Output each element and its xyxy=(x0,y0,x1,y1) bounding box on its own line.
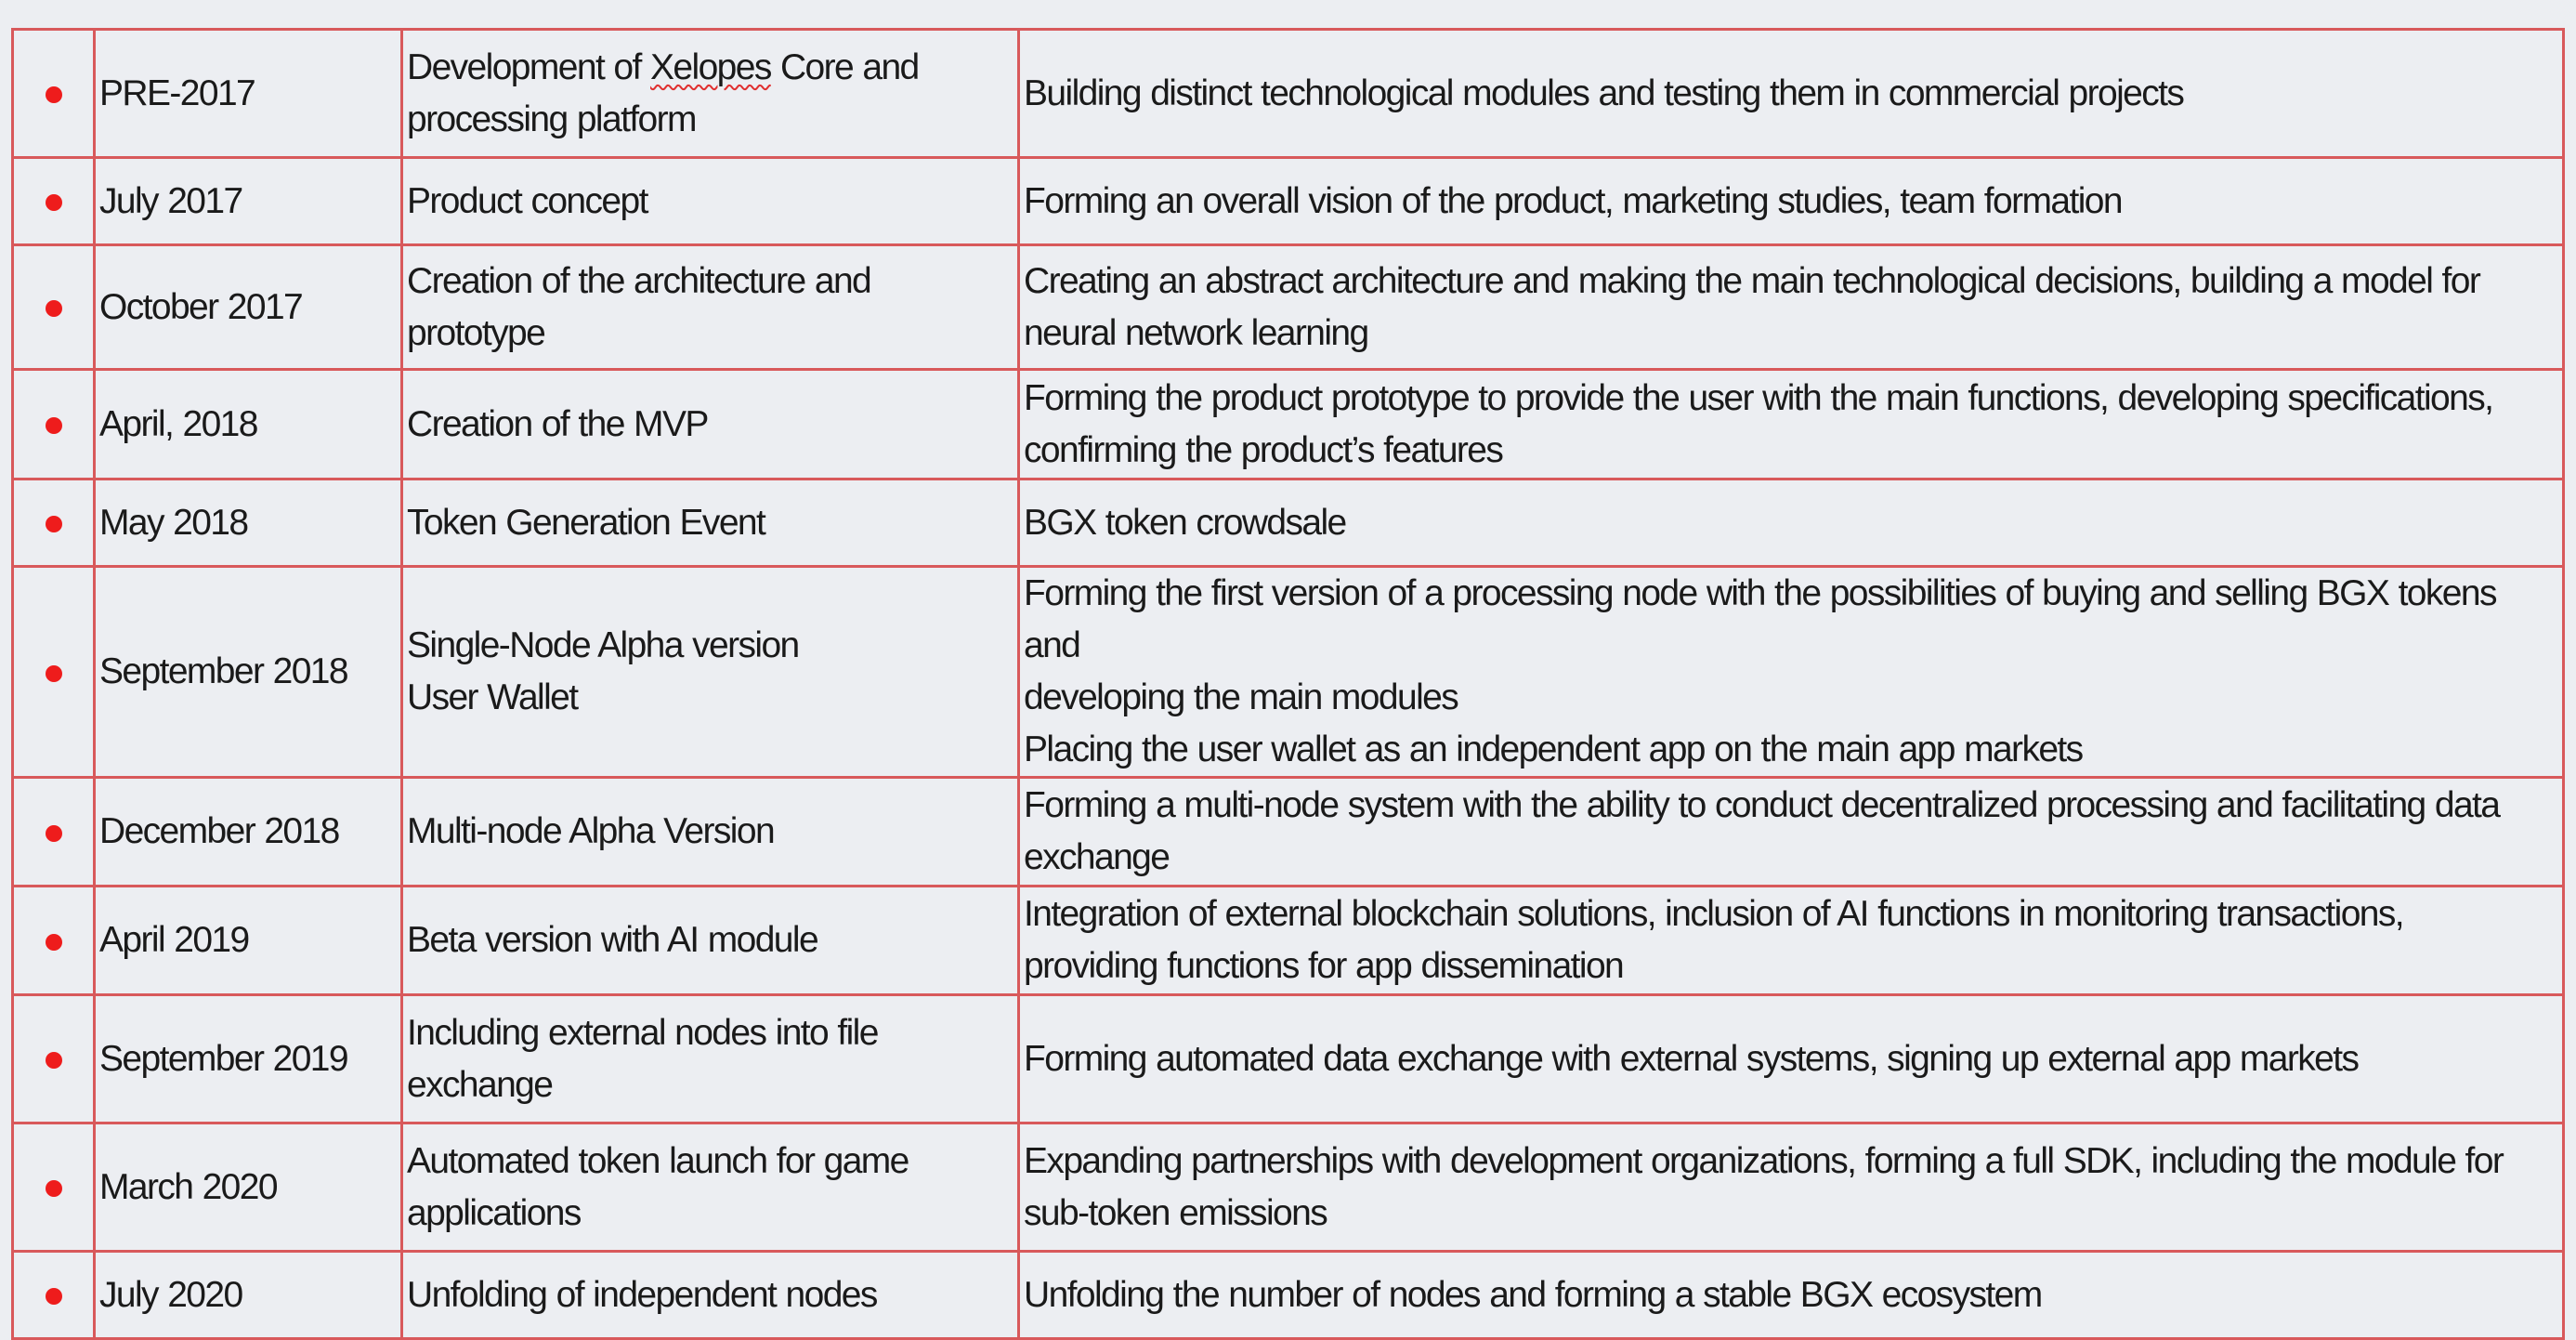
milestone-cell xyxy=(402,30,1019,158)
milestone-line: Creation of the architecture and prototype xyxy=(407,260,871,353)
milestone-cell xyxy=(402,370,1019,480)
bullet-cell xyxy=(13,1252,95,1339)
date-cell xyxy=(95,1123,402,1252)
milestone-cell xyxy=(402,1252,1019,1339)
date-cell xyxy=(95,30,402,158)
roadmap-row xyxy=(13,995,2564,1123)
bullet-cell xyxy=(13,778,95,887)
roadmap-body xyxy=(13,30,2564,1339)
description-line: developing the main modules xyxy=(1024,677,1458,717)
milestone-line: Token Generation Event xyxy=(407,502,765,543)
roadmap-row xyxy=(13,30,2564,158)
bullet-icon xyxy=(46,825,62,842)
milestone-cell xyxy=(402,245,1019,370)
milestone-line: User Wallet xyxy=(407,677,578,717)
date-text: October 2017 xyxy=(99,286,303,327)
milestone-cell xyxy=(402,567,1019,778)
date-text: March 2020 xyxy=(99,1166,277,1207)
roadmap-row xyxy=(13,370,2564,480)
roadmap-row xyxy=(13,778,2564,887)
bullet-icon xyxy=(46,665,62,682)
bullet-cell xyxy=(13,245,95,370)
date-cell xyxy=(95,480,402,567)
milestone-line: Creation of the MVP xyxy=(407,403,708,444)
description-cell xyxy=(1019,567,2564,778)
milestone-line: Multi-node Alpha Version xyxy=(407,811,775,851)
milestone-line: processing platform xyxy=(407,99,696,139)
description-line: Forming a multi-node system with the ability to conduct decentralized processing and facilitating data xyxy=(1024,785,2500,825)
milestone-line: Unfolding of independent nodes xyxy=(407,1274,877,1315)
bullet-cell xyxy=(13,30,95,158)
date-text: May 2018 xyxy=(99,502,248,543)
milestone-cell xyxy=(402,887,1019,995)
date-cell xyxy=(95,995,402,1123)
description-line: Forming the product prototype to provide the user with the main functions, developing specifications, xyxy=(1024,377,2493,418)
description-line: providing functions for app dissemination xyxy=(1024,946,1624,986)
bullet-icon xyxy=(46,86,62,103)
date-cell xyxy=(95,567,402,778)
date-cell xyxy=(95,778,402,887)
roadmap-table xyxy=(11,28,2565,1340)
milestone-line: Product concept xyxy=(407,180,647,221)
description-line: neural network learning xyxy=(1024,312,1368,353)
roadmap-row xyxy=(13,245,2564,370)
roadmap-row xyxy=(13,480,2564,567)
roadmap-row xyxy=(13,158,2564,245)
bullet-cell xyxy=(13,567,95,778)
roadmap-row xyxy=(13,887,2564,995)
milestone-cell xyxy=(402,778,1019,887)
bullet-icon xyxy=(46,516,62,532)
description-cell xyxy=(1019,158,2564,245)
bullet-cell xyxy=(13,370,95,480)
description-line: BGX token crowdsale xyxy=(1024,502,1346,543)
description-line: sub-token emissions xyxy=(1024,1192,1327,1233)
milestone-line: Automated token launch for game xyxy=(407,1140,909,1181)
date-text: September 2019 xyxy=(99,1038,347,1079)
bullet-icon xyxy=(46,1288,62,1305)
description-cell xyxy=(1019,245,2564,370)
milestone-cell xyxy=(402,480,1019,567)
description-cell xyxy=(1019,480,2564,567)
description-line: Forming the first version of a processing node with the possibilities of buying and selling BGX tokens and xyxy=(1024,573,2496,665)
date-cell xyxy=(95,370,402,480)
bullet-cell xyxy=(13,1123,95,1252)
spellcheck-underline: Xelopes xyxy=(650,46,771,87)
description-line: Expanding partnerships with development organizations, forming a full SDK, including the module for xyxy=(1024,1140,2504,1181)
roadmap-row xyxy=(13,1252,2564,1339)
bullet-cell xyxy=(13,480,95,567)
bullet-icon xyxy=(46,1180,62,1197)
milestone-line: Beta version with AI module xyxy=(407,920,818,960)
date-text: September 2018 xyxy=(99,651,347,691)
description-line: Unfolding the number of nodes and forming a stable BGX ecosystem xyxy=(1024,1274,2042,1315)
description-cell xyxy=(1019,995,2564,1123)
date-text: April, 2018 xyxy=(99,403,257,444)
date-text: July 2020 xyxy=(99,1274,242,1315)
date-text: April 2019 xyxy=(99,920,249,960)
description-cell xyxy=(1019,370,2564,480)
description-line: Placing the user wallet as an independent app on the main app markets xyxy=(1024,729,2083,769)
bullet-cell xyxy=(13,995,95,1123)
bullet-cell xyxy=(13,158,95,245)
bullet-cell xyxy=(13,887,95,995)
description-cell xyxy=(1019,1252,2564,1339)
date-cell xyxy=(95,158,402,245)
description-line: Building distinct technological modules and testing them in commercial projects xyxy=(1024,72,2184,113)
roadmap-row xyxy=(13,567,2564,778)
roadmap-row xyxy=(13,1123,2564,1252)
description-cell xyxy=(1019,1123,2564,1252)
milestone-line: applications xyxy=(407,1192,581,1233)
milestone-cell xyxy=(402,1123,1019,1252)
description-cell xyxy=(1019,778,2564,887)
bullet-icon xyxy=(46,1052,62,1069)
date-text: July 2017 xyxy=(99,180,242,221)
description-line: Forming an overall vision of the product, marketing studies, team formation xyxy=(1024,180,2122,221)
milestone-line: Single-Node Alpha version xyxy=(407,625,799,665)
date-cell xyxy=(95,1252,402,1339)
description-line: Integration of external blockchain solutions, inclusion of AI functions in monitoring transactions, xyxy=(1024,894,2404,934)
milestone-line: Development of Xelopes Core and xyxy=(407,46,919,87)
date-cell xyxy=(95,887,402,995)
bullet-icon xyxy=(46,934,62,951)
milestone-line: exchange xyxy=(407,1064,553,1105)
description-line: Creating an abstract architecture and making the main technological decisions, building a model for xyxy=(1024,260,2480,301)
date-cell xyxy=(95,245,402,370)
milestone-cell xyxy=(402,158,1019,245)
description-line: confirming the product’s features xyxy=(1024,429,1503,470)
bullet-icon xyxy=(46,417,62,434)
description-line: Forming automated data exchange with external systems, signing up external app markets xyxy=(1024,1038,2359,1079)
bullet-icon xyxy=(46,194,62,211)
milestone-line: Including external nodes into file xyxy=(407,1012,878,1053)
date-text: PRE-2017 xyxy=(99,72,255,113)
milestone-cell xyxy=(402,995,1019,1123)
description-cell xyxy=(1019,887,2564,995)
description-cell xyxy=(1019,30,2564,158)
bullet-icon xyxy=(46,300,62,317)
description-line: exchange xyxy=(1024,837,1170,877)
date-text: December 2018 xyxy=(99,811,339,851)
